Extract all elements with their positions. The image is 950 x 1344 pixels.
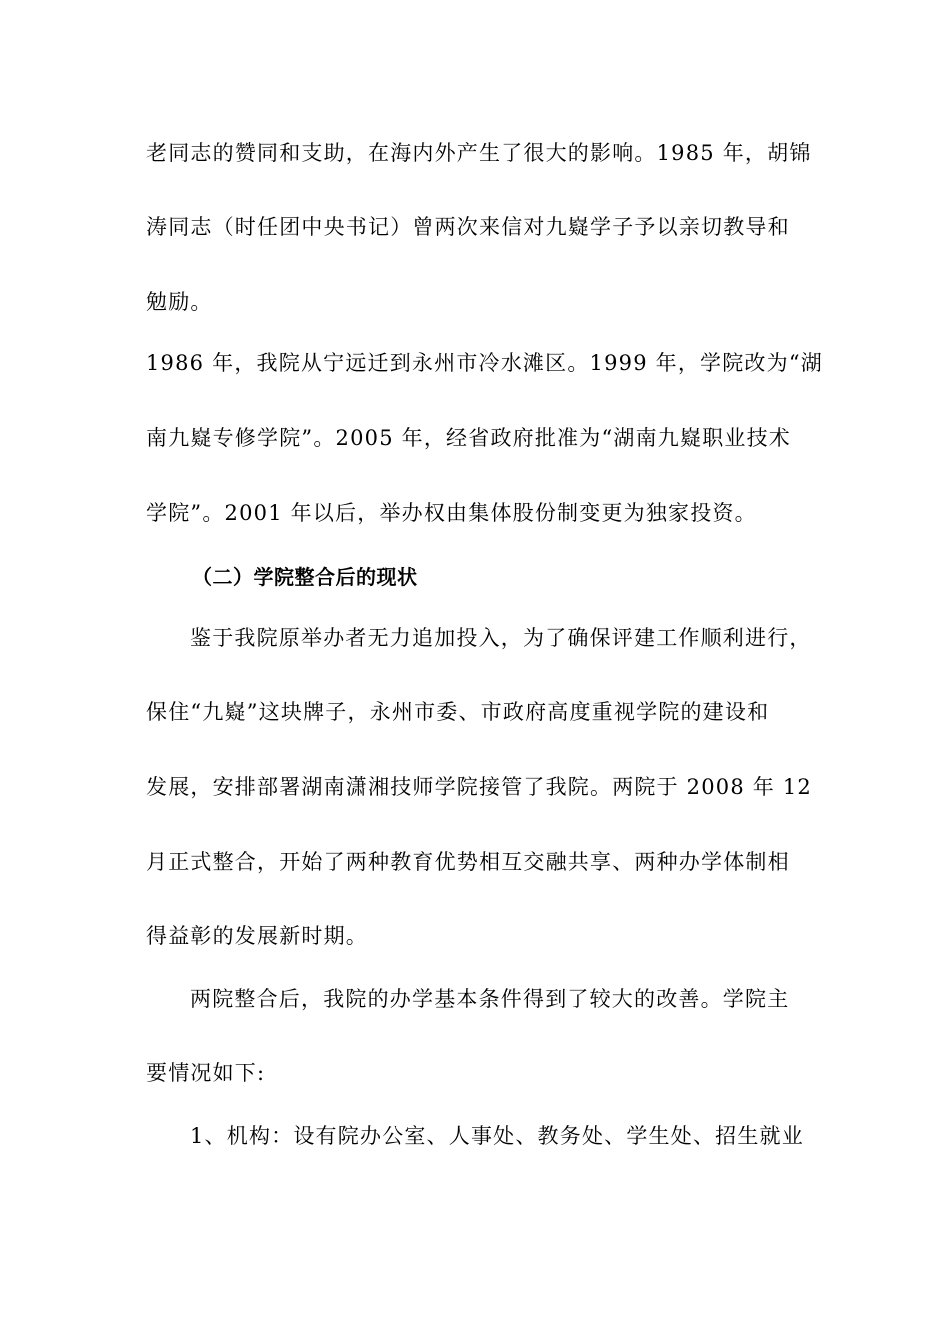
list-item: 1、机构：设有院办公室、人事处、教务处、学生处、招生就业 xyxy=(190,1124,804,1148)
text-line: 要情况如下: xyxy=(146,1061,266,1085)
text-line: 两院整合后，我院的办学基本条件得到了较大的改善。学院主 xyxy=(190,987,790,1011)
text-line: 鉴于我院原举办者无力追加投入，为了确保评建工作顺利进行， xyxy=(190,626,812,650)
text-line: 1986 年，我院从宁远迁到永州市冷水滩区。1999 年，学院改为“湖 xyxy=(146,351,823,375)
text-line: 得益彰的发展新时期。 xyxy=(146,924,368,948)
text-line: 发展，安排部署湖南潇湘技师学院接管了我院。两院于 2008 年 12 xyxy=(146,775,812,799)
section-heading: （二）学院整合后的现状 xyxy=(192,565,418,589)
text-line: 南九嶷专修学院”。2005 年，经省政府批准为“湖南九嶷职业技术 xyxy=(146,426,791,450)
text-line: 涛同志（时任团中央书记）曾两次来信对九嶷学子予以亲切教导和 xyxy=(146,215,790,239)
text-line: 学院”。2001 年以后，举办权由集体股份制变更为独家投资。 xyxy=(146,501,757,525)
text-line: 月正式整合，开始了两种教育优势相互交融共享、两种办学体制相 xyxy=(146,850,790,874)
text-line: 老同志的赞同和支助，在海内外产生了很大的影响。1985 年，胡锦 xyxy=(146,141,812,165)
text-line: 保住“九嶷”这块牌子，永州市委、市政府高度重视学院的建设和 xyxy=(146,700,770,724)
text-line: 勉励。 xyxy=(146,290,213,314)
